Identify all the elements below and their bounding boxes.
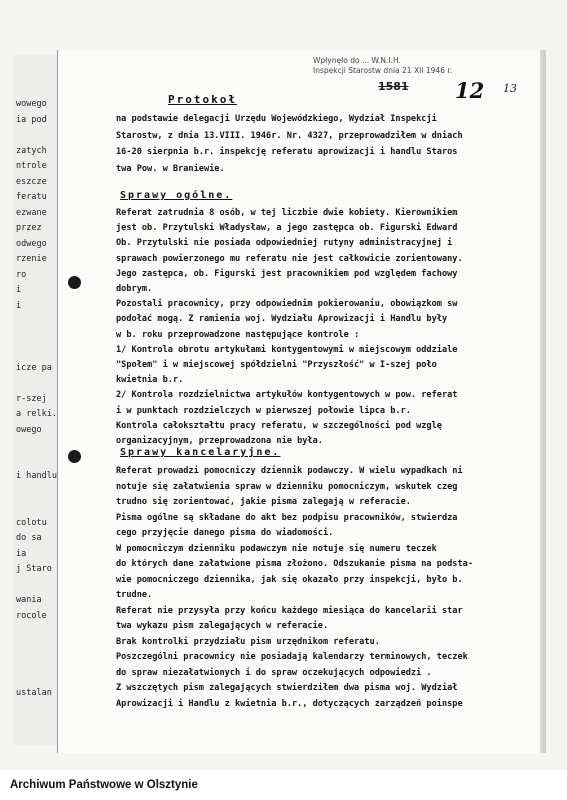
archive-name: Archiwum Państwowe w Olsztynie	[10, 779, 198, 791]
underlying-text-line	[16, 130, 58, 141]
stamp-line-1: Wpłynęło do ... W.N.I.H.	[313, 56, 401, 65]
underlying-text-line: wowego	[16, 99, 47, 109]
text-line: w b. roku przeprowadzone następujące kontrole :	[116, 329, 360, 340]
text-line: Referat nie przysyła przy końcu każdego miesiąca do kancelarii star	[116, 605, 463, 616]
text-line: Jego zastępca, ob. Figurski jest pracownikiem pod względem fachowy	[116, 268, 458, 279]
text-line: 1/ Kontrola obrotu artykułami kontygentowymi w miejscowym oddziale	[116, 344, 458, 355]
underlying-text-line	[16, 487, 58, 498]
text-line: W pomocniczym dzienniku podawczym nie notuje się numeru teczek	[116, 543, 437, 554]
underlying-text-line: ro	[16, 269, 27, 280]
underlying-text-line: icze pa	[16, 362, 52, 373]
text-line: notuje się załatwienia spraw w dzienniku pomocniczym, wskutek czeg	[116, 481, 458, 492]
underlying-text-line: rocole	[16, 610, 47, 621]
underlying-text-line	[16, 440, 58, 451]
text-line: Brak kontrolki przydziału pism urzędnikom referatu.	[116, 636, 380, 647]
text-line: Ob. Przytulski nie posiada odpowiedniej rutyny administracyjnej i	[116, 238, 453, 249]
underlying-text-line: feratu	[16, 192, 47, 202]
document-title: Protokoł	[168, 93, 237, 106]
text-line: Aprowizacji i Handlu z kwietnia b.r., dotyczących zarządzeń poinspe	[116, 698, 463, 709]
underlying-text-line: do sa	[16, 533, 42, 543]
underlying-page	[14, 55, 59, 745]
text-line: do których dane załatwione pisma złożono. Odszukanie pisma na podsta-	[116, 559, 473, 569]
underlying-text-line: i	[16, 300, 22, 311]
underlying-text-line: przez	[16, 223, 42, 233]
text-line: cego przyjęcie danego pisma do wiadomości.	[116, 528, 334, 538]
underlying-text-line	[16, 316, 58, 327]
text-line: Poszczególni pracownicy nie posiadają kalendarzy terminowych, teczek	[116, 652, 468, 662]
text-line: "Społem" i w miejscowej spółdzielni "Przyszłość" w I-szej poło	[116, 360, 437, 370]
page-number: 12	[455, 78, 485, 103]
underlying-text-line	[16, 378, 58, 389]
underlying-text-line: zatych	[16, 145, 47, 156]
stamp-number: 1581	[378, 80, 409, 93]
underlying-text-line: r-szej	[16, 393, 47, 404]
text-line: na podstawie delegacji Urzędu Wojewódzkiego, Wydział Inspekcji	[116, 114, 437, 124]
text-line: do spraw niezałatwionych i do spraw oczekujących odpowiedzi .	[116, 667, 432, 678]
punch-hole-bottom	[68, 450, 81, 463]
text-line: kwietnia b.r.	[116, 375, 184, 386]
stamp-line-2: Inspekcji Starostw dnia 21 XII 1946 r.	[313, 66, 453, 75]
underlying-text-line	[16, 347, 58, 358]
text-line: Referat zatrudnia 8 osób, w tej liczbie dwie kobiety. Kierownikiem	[116, 208, 458, 218]
section-heading-general: Sprawy ogólne.	[120, 190, 233, 201]
text-line: sprawach powierzonego mu referatu nie jest całkowicie zorientowany.	[116, 253, 463, 264]
text-line: twa wykazu pism zalegających w referacie.	[116, 621, 329, 631]
underlying-text-line	[16, 502, 58, 513]
underlying-text-line: ezwane	[16, 207, 47, 218]
archive-footer	[0, 770, 567, 800]
text-line: Pisma ogólne są składane do akt bez podpisu pracowników, stwierdza	[116, 512, 458, 523]
punch-hole-top	[68, 276, 81, 289]
text-line: Pozostali pracownicy, przy odpowiednim pokierowaniu, obowiązkom sw	[116, 299, 458, 310]
underlying-text-line	[16, 580, 58, 591]
underlying-text-line: i	[16, 285, 22, 295]
underlying-text-line: i handlu	[16, 471, 57, 481]
underlying-text-line	[16, 456, 58, 467]
text-line: podołać mogą. Z ramienia woj. Wydziału Aprowizacji i Handlu były	[116, 314, 448, 325]
text-line: dobrym.	[116, 284, 153, 294]
underlying-text-line: colotu	[16, 517, 47, 528]
underlying-text-line: ustalan	[16, 688, 52, 698]
registry-stamp	[313, 56, 458, 76]
underlying-text-line: wania	[16, 595, 42, 605]
underlying-text-line: eszcze	[16, 176, 47, 187]
underlying-text-line: ntrole	[16, 161, 47, 171]
text-line: Z wszczętych pism zalegających stwierdziłem dwa pisma woj. Wydział	[116, 683, 458, 693]
text-line: organizacyjnym, przeprowadzona nie była.	[116, 436, 323, 446]
text-line: i w punktach rozdzielczych w pierwszej połowie lipca b.r.	[116, 405, 411, 416]
text-line: Starostw, z dnia 13.VIII. 1946r. Nr. 4327, przeprowadziłem w dniach	[116, 130, 463, 141]
underlying-text-line: j Staro	[16, 564, 52, 574]
text-line: 16-20 sierpnia b.r. inspekcję referatu aprowizacji i handlu Staros	[116, 147, 458, 157]
underlying-text-line	[16, 657, 58, 668]
text-line: jest ob. Przytulski Władysław, a jego zastępca ob. Figurski Edward	[116, 223, 458, 234]
text-line: wie pomocniczego dziennika, jak się okazało przy inspekcji, było b.	[116, 574, 463, 585]
text-line: trudno się zorientować, jakie pisma zalegają w referacie.	[116, 497, 411, 507]
underlying-text-line: ia	[16, 548, 27, 559]
underlying-text-line	[16, 642, 58, 653]
section-heading-office: Sprawy kancelaryjne.	[120, 447, 281, 458]
underlying-text-line	[16, 626, 58, 637]
text-line: 2/ Kontrola rozdzielnictwa artykułów kontygentowych w pow. referat	[116, 390, 458, 401]
underlying-text-line: odwego	[16, 238, 47, 249]
underlying-text-line	[16, 673, 58, 684]
underlying-text-line: owego	[16, 424, 42, 435]
text-line: Kontrola całokształtu pracy referatu, w szczególności pod wzglę	[116, 420, 442, 431]
page-number-secondary: 13	[503, 82, 517, 95]
underlying-text-line: a relki.	[16, 409, 57, 419]
text-line: twa Pow. w Braniewie.	[116, 163, 225, 174]
underlying-text-line: rzenie	[16, 254, 47, 264]
underlying-text-line	[16, 332, 58, 343]
underlying-text-line: ia pod	[16, 114, 47, 125]
text-line: Referat prowadzi pomocniczy dziennik podawczy. W wielu wypadkach ni	[116, 466, 463, 476]
text-line: trudne.	[116, 590, 153, 600]
